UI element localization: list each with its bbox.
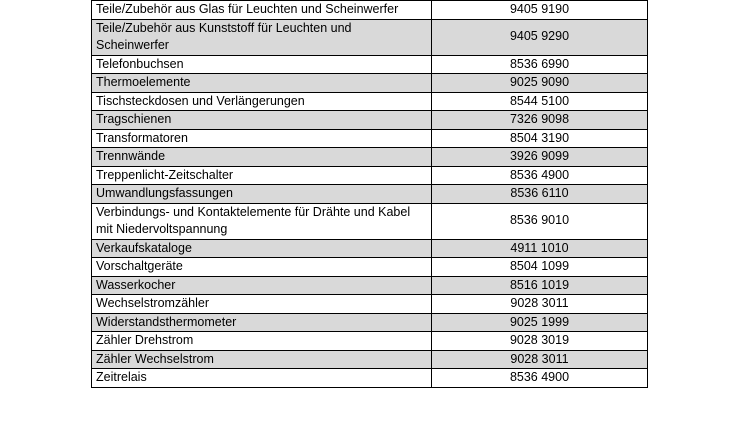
tariff-code: 3926 9099: [432, 148, 648, 167]
item-description: Vorschaltgeräte: [92, 258, 432, 277]
item-description: Teile/Zubehör aus Kunststoff für Leuchten und Scheinwerfer: [92, 19, 432, 55]
item-description: Telefonbuchsen: [92, 55, 432, 74]
table-row: [92, 313, 648, 332]
table-row: [92, 74, 648, 93]
item-description: Thermoelemente: [92, 74, 432, 93]
item-description: Tischsteckdosen und Verlängerungen: [92, 92, 432, 111]
table-body: [92, 1, 648, 388]
item-description: Wechselstromzähler: [92, 295, 432, 314]
table-row: [92, 166, 648, 185]
table-row: [92, 258, 648, 277]
table-row: [92, 295, 648, 314]
tariff-code: 9025 1999: [432, 313, 648, 332]
item-description: Verkaufskataloge: [92, 239, 432, 258]
table-row: [92, 19, 648, 55]
table-row: [92, 332, 648, 351]
item-description: Transformatoren: [92, 129, 432, 148]
tariff-code: 9028 3011: [432, 295, 648, 314]
tariff-code: 8536 6110: [432, 185, 648, 204]
tariff-code: 8516 1019: [432, 276, 648, 295]
item-description: Umwandlungsfassungen: [92, 185, 432, 204]
table-row: [92, 55, 648, 74]
tariff-code: 9405 9190: [432, 1, 648, 20]
item-description: Teile/Zubehör aus Glas für Leuchten und Scheinwerfer: [92, 1, 432, 20]
table-row: [92, 369, 648, 388]
item-description: Widerstandsthermometer: [92, 313, 432, 332]
table-row: [92, 92, 648, 111]
tariff-code: 9405 9290: [432, 19, 648, 55]
table-row: [92, 276, 648, 295]
item-description: Verbindungs- und Kontaktelemente für Drähte und Kabel mit Niedervoltspannung: [92, 203, 432, 239]
tariff-code: 8504 1099: [432, 258, 648, 277]
tariff-code: 8536 4900: [432, 369, 648, 388]
table-row: [92, 203, 648, 239]
item-description: Treppenlicht-Zeitschalter: [92, 166, 432, 185]
item-description: Tragschienen: [92, 111, 432, 130]
tariff-code: 9028 3019: [432, 332, 648, 351]
table-row: [92, 239, 648, 258]
item-description: Trennwände: [92, 148, 432, 167]
item-description: Zähler Drehstrom: [92, 332, 432, 351]
tariff-code: 8536 4900: [432, 166, 648, 185]
tariff-code: 7326 9098: [432, 111, 648, 130]
table-row: [92, 129, 648, 148]
table-row: [92, 350, 648, 369]
table-row: [92, 185, 648, 204]
table-row: [92, 111, 648, 130]
table-row: [92, 1, 648, 20]
tariff-code: 9025 9090: [432, 74, 648, 93]
tariff-code: 8544 5100: [432, 92, 648, 111]
tariff-code: 9028 3011: [432, 350, 648, 369]
item-description: Zeitrelais: [92, 369, 432, 388]
table-row: [92, 148, 648, 167]
tariff-code: 8536 9010: [432, 203, 648, 239]
tariff-code-table: [91, 0, 648, 388]
item-description: Zähler Wechselstrom: [92, 350, 432, 369]
item-description: Wasserkocher: [92, 276, 432, 295]
tariff-code: 8536 6990: [432, 55, 648, 74]
tariff-code: 4911 1010: [432, 239, 648, 258]
tariff-code: 8504 3190: [432, 129, 648, 148]
